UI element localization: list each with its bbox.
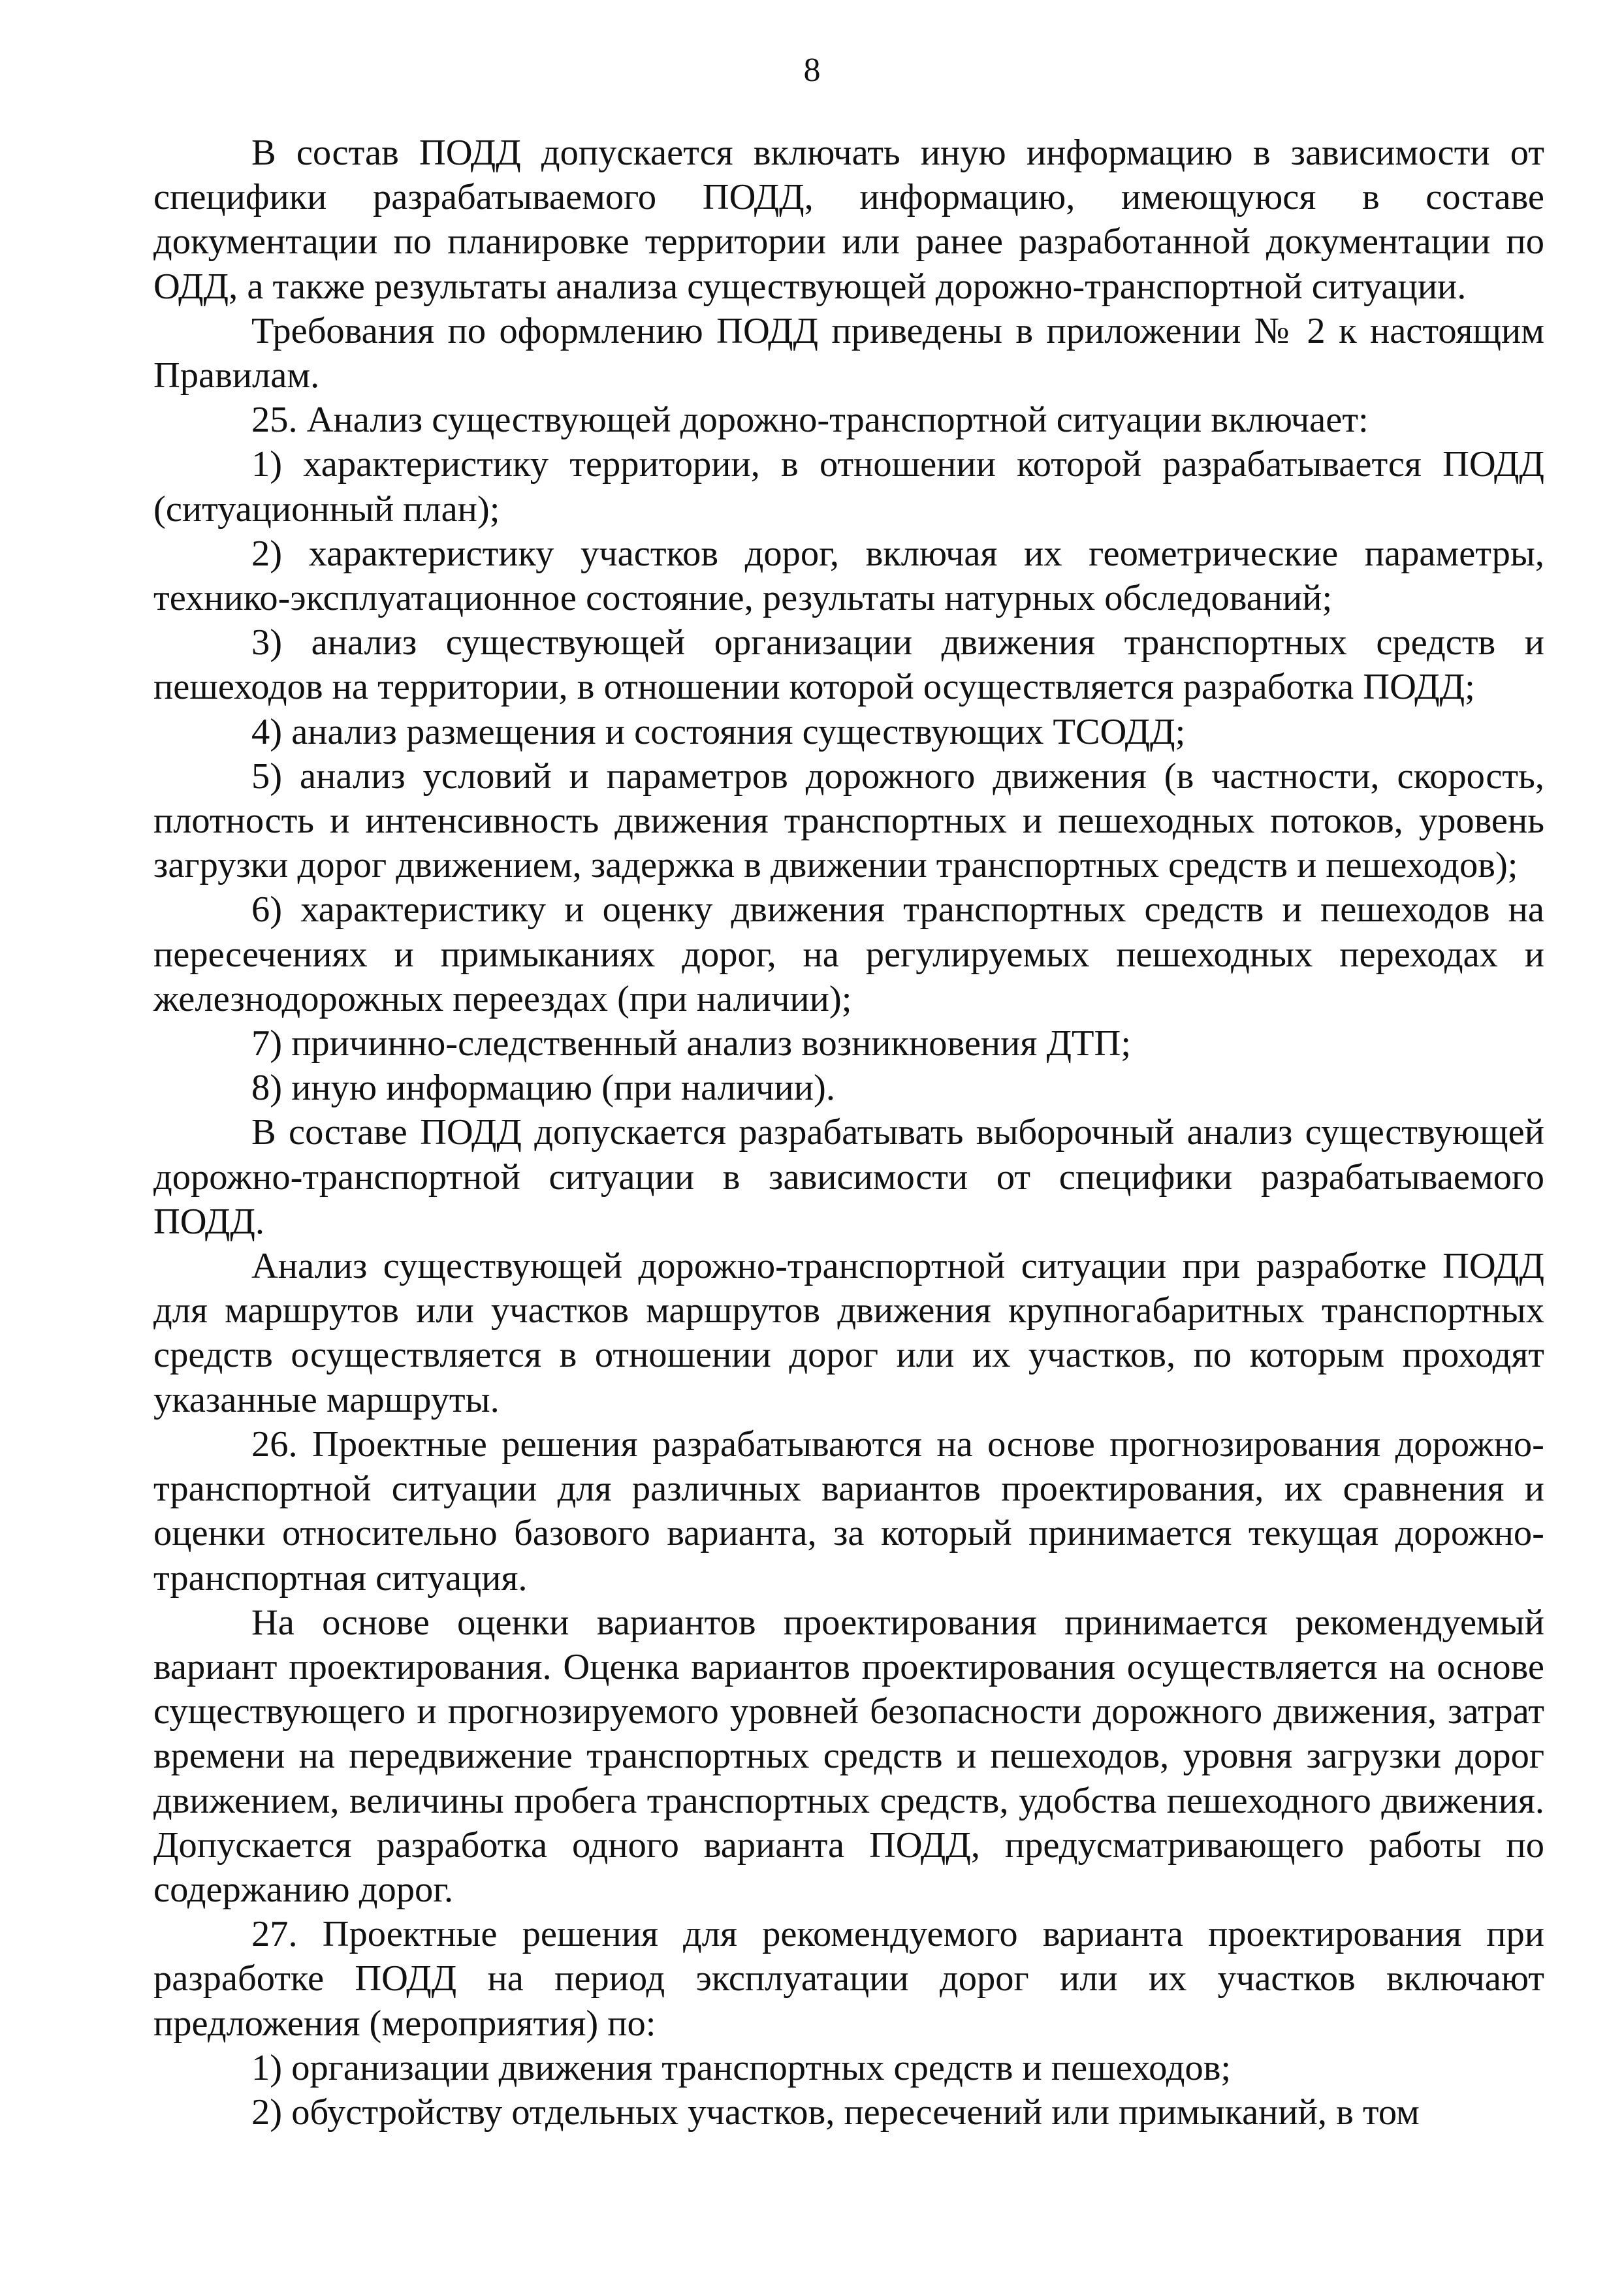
paragraph-requirements: Требования по оформлению ПОДД приведены в приложении № 2 к настоящим Правилам.	[153, 310, 1544, 396]
list-item-25-1: 1) характеристику территории, в отношении которой разрабатывается ПОДД (ситуационный план);	[153, 444, 1544, 530]
paragraph-oversize-routes: Анализ существующей дорожно-транспортной ситуации при разработке ПОДД для маршрутов или участков маршрутов движения крупногабаритных транспортных средств осуществляется в отношении дорог или их участков, по которым проходят указанные маршруты.	[153, 1246, 1544, 1420]
list-item-25-2: 2) характеристику участков дорог, включая их геометрические параметры, технико-эксплуатационное состояние, результаты натурных обследований;	[153, 533, 1544, 619]
list-item-25-4: 4) анализ размещения и состояния существующих ТСОДД;	[251, 711, 1186, 752]
list-item-25-3: 3) анализ существующей организации движения транспортных средств и пешеходов на территории, в отношении которой осуществляется разработка ПОДД;	[153, 622, 1544, 708]
list-item-25-6: 6) характеристику и оценку движения транспортных средств и пешеходов на пересечениях и примыканиях дорог, на регулируемых пешеходных переходах и железнодорожных переездах (при наличии);	[153, 889, 1544, 1019]
list-item-25-7: 7) причинно-следственный анализ возникновения ДТП;	[251, 1023, 1132, 1064]
list-item-27-2: 2) обустройству отдельных участков, пересечений или примыканий, в том	[251, 2091, 1420, 2133]
paragraph-26: 26. Проектные решения разрабатываются на основе прогнозирования дорожно-транспортной ситуации для различных вариантов проектирования, их сравнения и оценки относительно базового варианта, за который принимается текущая дорожно-транспортная ситуация.	[153, 1423, 1544, 1598]
list-item-27-1: 1) организации движения транспортных средств и пешеходов;	[251, 2047, 1232, 2088]
paragraph-variant-evaluation: На основе оценки вариантов проектирования принимается рекомендуемый вариант проектирования. Оценка вариантов проектирования осуществляется на основе существующего и прогнозируемого уровней безопасности дорожного движения, затрат времени на передвижение транспортных средств и пешеходов, уровня загрузки дорог движением, величины пробега транспортных средств, удобства пешеходного движения. Допускается разработка одного варианта ПОДД, предусматривающего работы по содержанию дорог.	[153, 1602, 1544, 1910]
paragraph-27-heading: 27. Проектные решения для рекомендуемого варианта проектирования при разработке ПОДД на период эксплуатации дорог или их участков включают предложения (мероприятия) по:	[153, 1914, 1544, 2044]
page-number: 8	[803, 52, 821, 89]
paragraph-additional-info: В состав ПОДД допускается включать иную информацию в зависимости от специфики разрабатываемого ПОДД, информацию, имеющуюся в составе документации по планировке территории или ранее разработанной документации по ОДД, а также результаты анализа существующей дорожно-транспортной ситуации.	[153, 133, 1544, 307]
paragraph-25-heading: 25. Анализ существующей дорожно-транспортной ситуации включает:	[251, 400, 1369, 441]
list-item-25-5: 5) анализ условий и параметров дорожного движения (в частности, скорость, плотность и интенсивность движения транспортных и пешеходных потоков, уровень загрузки дорог движением, задержка в движении транспортных средств и пешеходов);	[153, 755, 1544, 886]
paragraph-selective-analysis: В составе ПОДД допускается разрабатывать выборочный анализ существующей дорожно-транспортной ситуации в зависимости от специфики разрабатываемого ПОДД.	[153, 1112, 1544, 1242]
document-body	[153, 131, 1544, 2135]
list-item-25-8: 8) иную информацию (при наличии).	[251, 1068, 835, 1109]
